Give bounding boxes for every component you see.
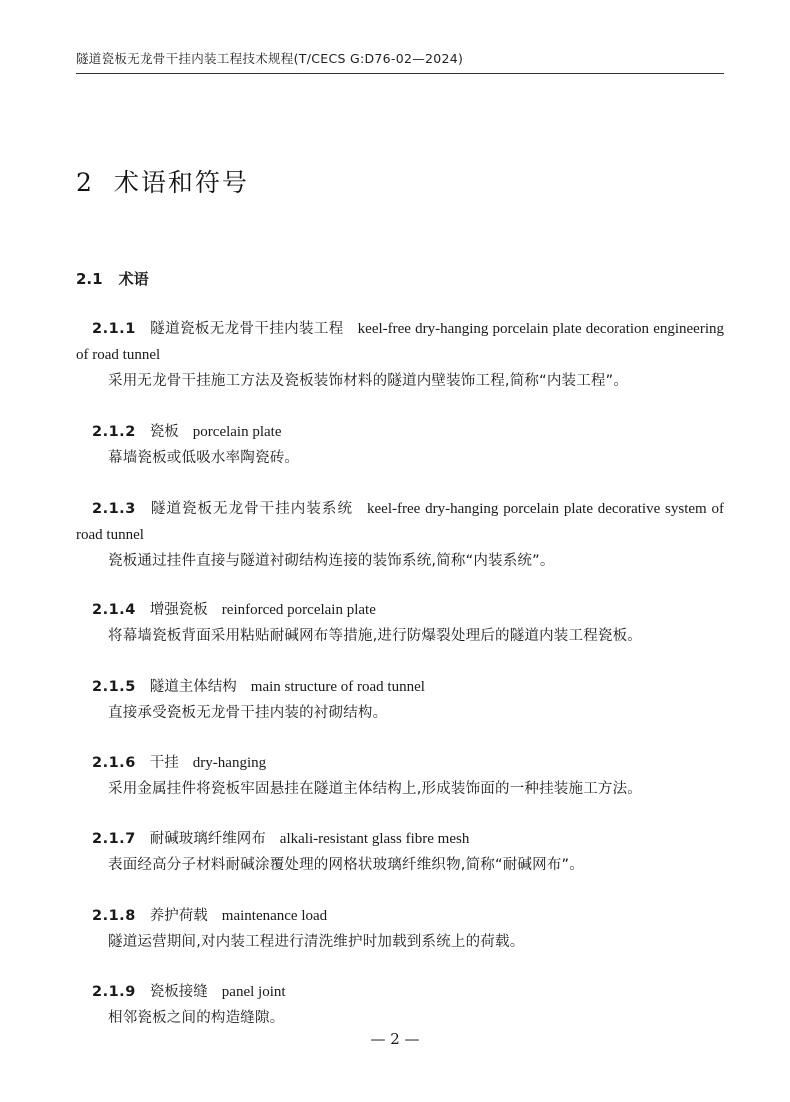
term-english: alkali-resistant glass fibre mesh	[279, 831, 470, 847]
term-entry	[76, 674, 724, 726]
term-number: 2.1.8	[92, 908, 136, 924]
term-definition: 直接承受瓷板无龙骨干挂内装的衬砌结构。	[108, 705, 388, 721]
term-chinese: 隧道瓷板无龙骨干挂内装系统	[149, 501, 354, 517]
term-entry	[76, 903, 724, 955]
term-chinese: 瓷板接缝	[149, 984, 208, 1000]
term-number: 2.1.5	[92, 679, 136, 695]
chapter-heading	[76, 163, 249, 199]
term-definition: 采用金属挂件将瓷板牢固悬挂在隧道主体结构上,形成装饰面的一种挂装施工方法。	[108, 781, 643, 797]
chapter-title: 术语和符号	[113, 168, 249, 197]
term-entry	[76, 597, 724, 649]
term-definition: 隧道运营期间,对内装工程进行清洗维护时加载到系统上的荷载。	[108, 934, 525, 950]
term-chinese: 干挂	[149, 755, 179, 771]
term-heading	[76, 979, 724, 1005]
term-english: dry-hanging	[192, 755, 267, 771]
term-entry	[76, 496, 724, 574]
term-heading	[76, 903, 724, 929]
term-definition: 相邻瓷板之间的构造缝隙。	[108, 1010, 285, 1026]
term-chinese: 增强瓷板	[149, 602, 208, 618]
term-definition: 表面经高分子材料耐碱涂覆处理的网格状玻璃纤维织物,简称“耐碱网布”。	[108, 857, 584, 873]
term-heading	[76, 419, 724, 445]
term-entry	[76, 750, 724, 802]
section-title: 术语	[118, 270, 149, 288]
term-definition: 采用无龙骨干挂施工方法及瓷板装饰材料的隧道内壁装饰工程,简称“内装工程”。	[108, 373, 629, 389]
term-number: 2.1.7	[92, 831, 136, 847]
term-english: keel-free dry-hanging porcelain plate decoration engineering of road tunnel	[76, 321, 724, 363]
page-number: — 2 —	[370, 1030, 420, 1048]
term-number: 2.1.1	[92, 321, 136, 337]
term-number: 2.1.4	[92, 602, 136, 618]
term-entry	[76, 979, 724, 1031]
term-definition: 将幕墙瓷板背面采用粘贴耐碱网布等措施,进行防爆裂处理后的隧道内装工程瓷板。	[108, 628, 643, 644]
term-entry	[76, 419, 724, 471]
term-english: porcelain plate	[192, 424, 282, 440]
term-english: keel-free dry-hanging porcelain plate decorative system of road tunnel	[76, 501, 724, 543]
term-chinese: 瓷板	[149, 424, 179, 440]
term-english: maintenance load	[221, 908, 328, 924]
term-english: panel joint	[221, 984, 286, 1000]
term-definition: 幕墙瓷板或低吸水率陶瓷砖。	[108, 450, 300, 466]
term-number: 2.1.6	[92, 755, 136, 771]
term-english: main structure of road tunnel	[250, 679, 425, 695]
term-heading	[76, 750, 724, 776]
term-heading	[76, 496, 724, 548]
term-number: 2.1.3	[92, 501, 136, 517]
term-chinese: 养护荷载	[149, 908, 208, 924]
term-number: 2.1.2	[92, 424, 136, 440]
term-heading	[76, 674, 724, 700]
term-chinese: 耐碱玻璃纤维网布	[149, 831, 266, 847]
term-heading	[76, 597, 724, 623]
term-chinese: 隧道瓷板无龙骨干挂内装工程	[149, 321, 344, 337]
chapter-number: 2	[76, 168, 94, 197]
section-heading	[76, 268, 149, 289]
running-header: 隧道瓷板无龙骨干挂内装工程技术规程(T/CECS G:D76-02—2024)	[76, 49, 724, 74]
term-entry	[76, 316, 724, 394]
term-entry	[76, 826, 724, 878]
term-number: 2.1.9	[92, 984, 136, 1000]
term-definition: 瓷板通过挂件直接与隧道衬砌结构连接的装饰系统,简称“内装系统”。	[108, 553, 555, 569]
section-number: 2.1	[76, 270, 103, 288]
term-heading	[76, 826, 724, 852]
term-chinese: 隧道主体结构	[149, 679, 237, 695]
term-heading	[76, 316, 724, 368]
term-english: reinforced porcelain plate	[221, 602, 376, 618]
